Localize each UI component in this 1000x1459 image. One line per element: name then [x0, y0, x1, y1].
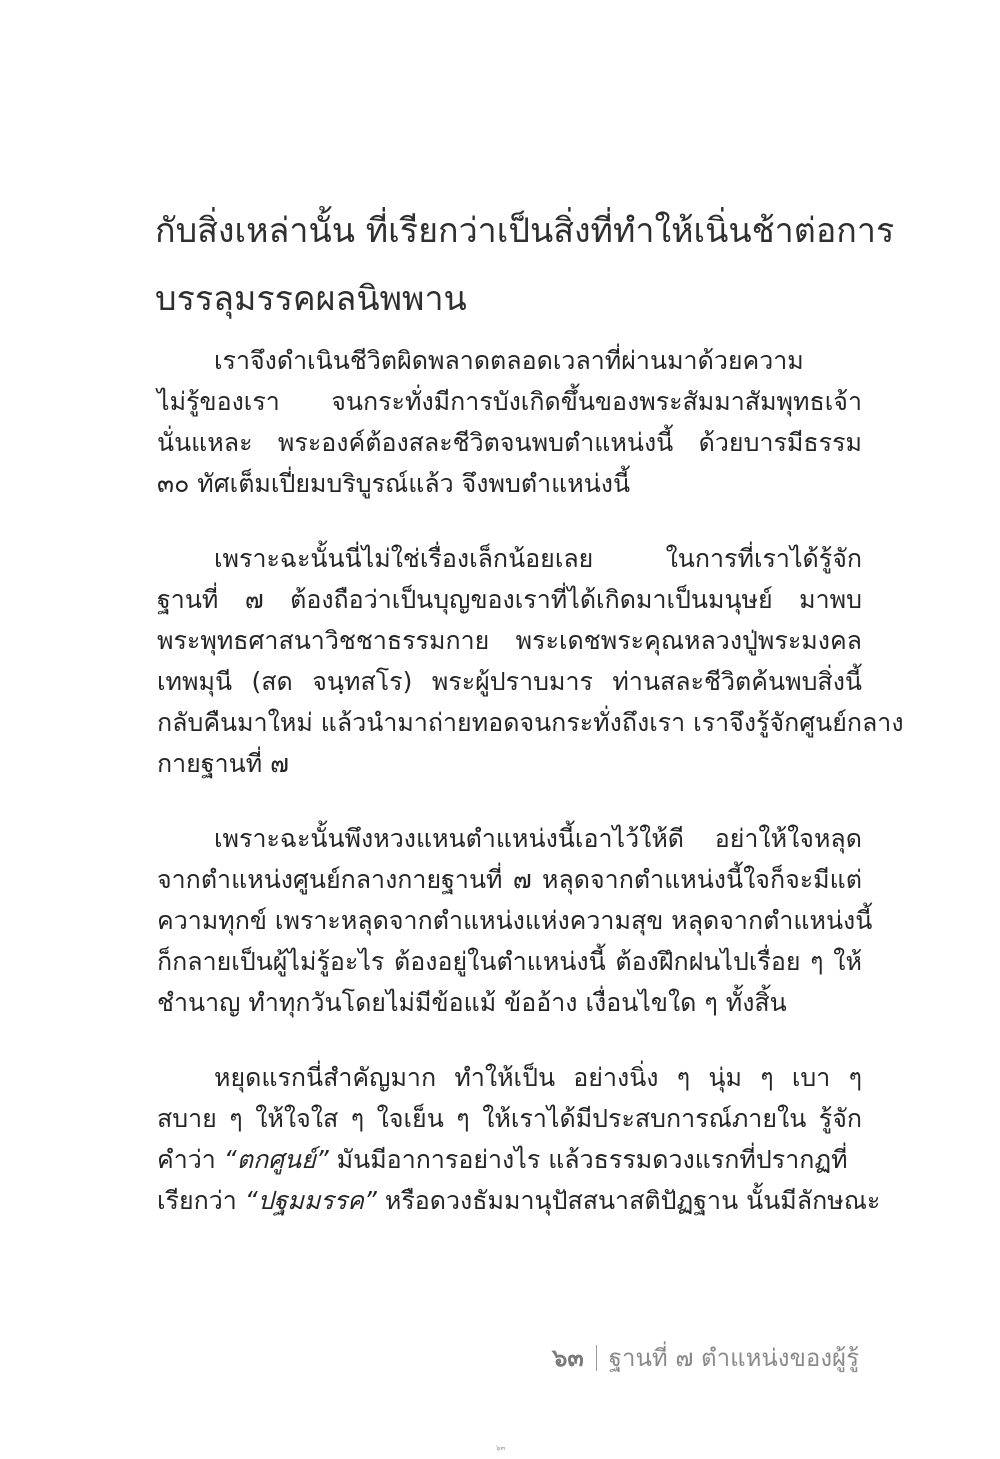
book-title: ฐานที่ ๗ ตำแหน่งของผู้รู้ — [608, 1344, 859, 1372]
paragraph-line — [157, 1180, 881, 1221]
paragraph-line: ก็กลายเป็นผู้ไม่รู้อะไร ต้องอยู่ในตำแหน่งนี้ ต้องฝึกฝนไปเรื่อย ๆ ให้ — [157, 947, 862, 976]
paragraph-line — [157, 1139, 862, 1180]
paragraph-line: จากตำแหน่งศูนย์กลางกายฐานที่ ๗ หลุดจากตำแหน่งนี้ใจก็จะมีแต่ — [157, 865, 862, 894]
heading-line-2: บรรลุมรรคผลนิพพาน — [155, 279, 467, 319]
paragraph-2 — [157, 538, 904, 784]
heading-line-1: กับสิ่งเหล่านั้น ที่เรียกว่าเป็นสิ่งที่ทำให้เนิ่นช้าต่อการ — [155, 211, 895, 251]
paragraph-line: ฐานที่ ๗ ต้องถือว่าเป็นบุญของเราที่ได้เกิดมาเป็นมนุษย์ มาพบ — [157, 585, 862, 614]
paragraph-line: ความทุกข์ เพราะหลุดจากตำแหน่งแห่งความสุข หลุดจากตำแหน่งนี้ — [157, 906, 873, 935]
paragraph-1 — [157, 340, 862, 504]
line-text: หรือดวงธัมมานุปัสสนาสติปัฏฐาน นั้นมีลักษณะ — [376, 1186, 881, 1215]
paragraph-line: เราจึงดำเนินชีวิตผิดพลาดตลอดเวลาที่ผ่านมาด้วยความ — [214, 346, 804, 375]
paragraph-line: เพราะฉะนั้นนี่ไม่ใช่เรื่องเล็กน้อยเลย ในการที่เราได้รู้จัก — [214, 544, 862, 573]
paragraph-line: ๓๐ ทัศเต็มเปี่ยมบริบูรณ์แล้ว จึงพบตำแหน่งนี้ — [157, 469, 631, 498]
paragraph-line: กายฐานที่ ๗ — [157, 749, 289, 778]
paragraph-line: กลับคืนมาใหม่ แล้วนำมาถ่ายทอดจนกระทั่งถึงเรา เราจึงรู้จักศูนย์กลาง — [157, 708, 904, 737]
footer-divider — [596, 1345, 597, 1371]
paragraph-line: ชำนาญ ทำทุกวันโดยไม่มีข้อแม้ ข้ออ้าง เงื่อนไขใด ๆ ทั้งสิ้น — [157, 988, 787, 1017]
page-footer — [552, 1338, 859, 1377]
paragraph-line: สบาย ๆ ให้ใจใส ๆ ใจเย็น ๆ ให้เราได้มีประสบการณ์ภายใน รู้จัก — [157, 1104, 862, 1133]
paragraph-line: เทพมุนี (สด จนฺทสโร) พระผู้ปราบมาร ท่านสละชีวิตค้นพบสิ่งนี้ — [157, 667, 862, 696]
page-number: ๖๓ — [552, 1344, 584, 1372]
page-heading — [155, 197, 895, 333]
paragraph-line: หยุดแรกนี่สำคัญมาก ทำให้เป็น อย่างนิ่ง ๆ นุ่ม ๆ เบา ๆ — [214, 1063, 862, 1092]
paragraph-4 — [157, 1057, 881, 1221]
body-text — [157, 340, 904, 1255]
term-pathama-magga: “ปฐมมรรค” — [244, 1186, 377, 1215]
paragraph-3 — [157, 818, 873, 1023]
paragraph-line: เพราะฉะนั้นพึงหวงแหนตำแหน่งนี้เอาไว้ให้ดี อย่าให้ใจหลุด — [214, 824, 862, 853]
line-text: เรียกว่า — [157, 1186, 245, 1215]
line-text: มันมีอาการอย่างไร แล้วธรรมดวงแรกที่ปรากฏที่ — [328, 1145, 848, 1174]
line-text: คำว่า — [157, 1145, 224, 1174]
paragraph-line: พระพุทธศาสนาวิชชาธรรมกาย พระเดชพระคุณหลวงปู่พระมงคล — [157, 626, 862, 655]
print-mark: ๖๓ — [496, 1444, 506, 1452]
paragraph-line: ไม่รู้ของเรา จนกระทั่งมีการบังเกิดขึ้นของพระสัมมาสัมพุทธเจ้า — [157, 387, 862, 416]
paragraph-line: นั่นแหละ พระองค์ต้องสละชีวิตจนพบตำแหน่งนี้ ด้วยบารมีธรรม — [157, 428, 862, 457]
term-tok-sun: “ตกศูนย์” — [223, 1145, 329, 1174]
